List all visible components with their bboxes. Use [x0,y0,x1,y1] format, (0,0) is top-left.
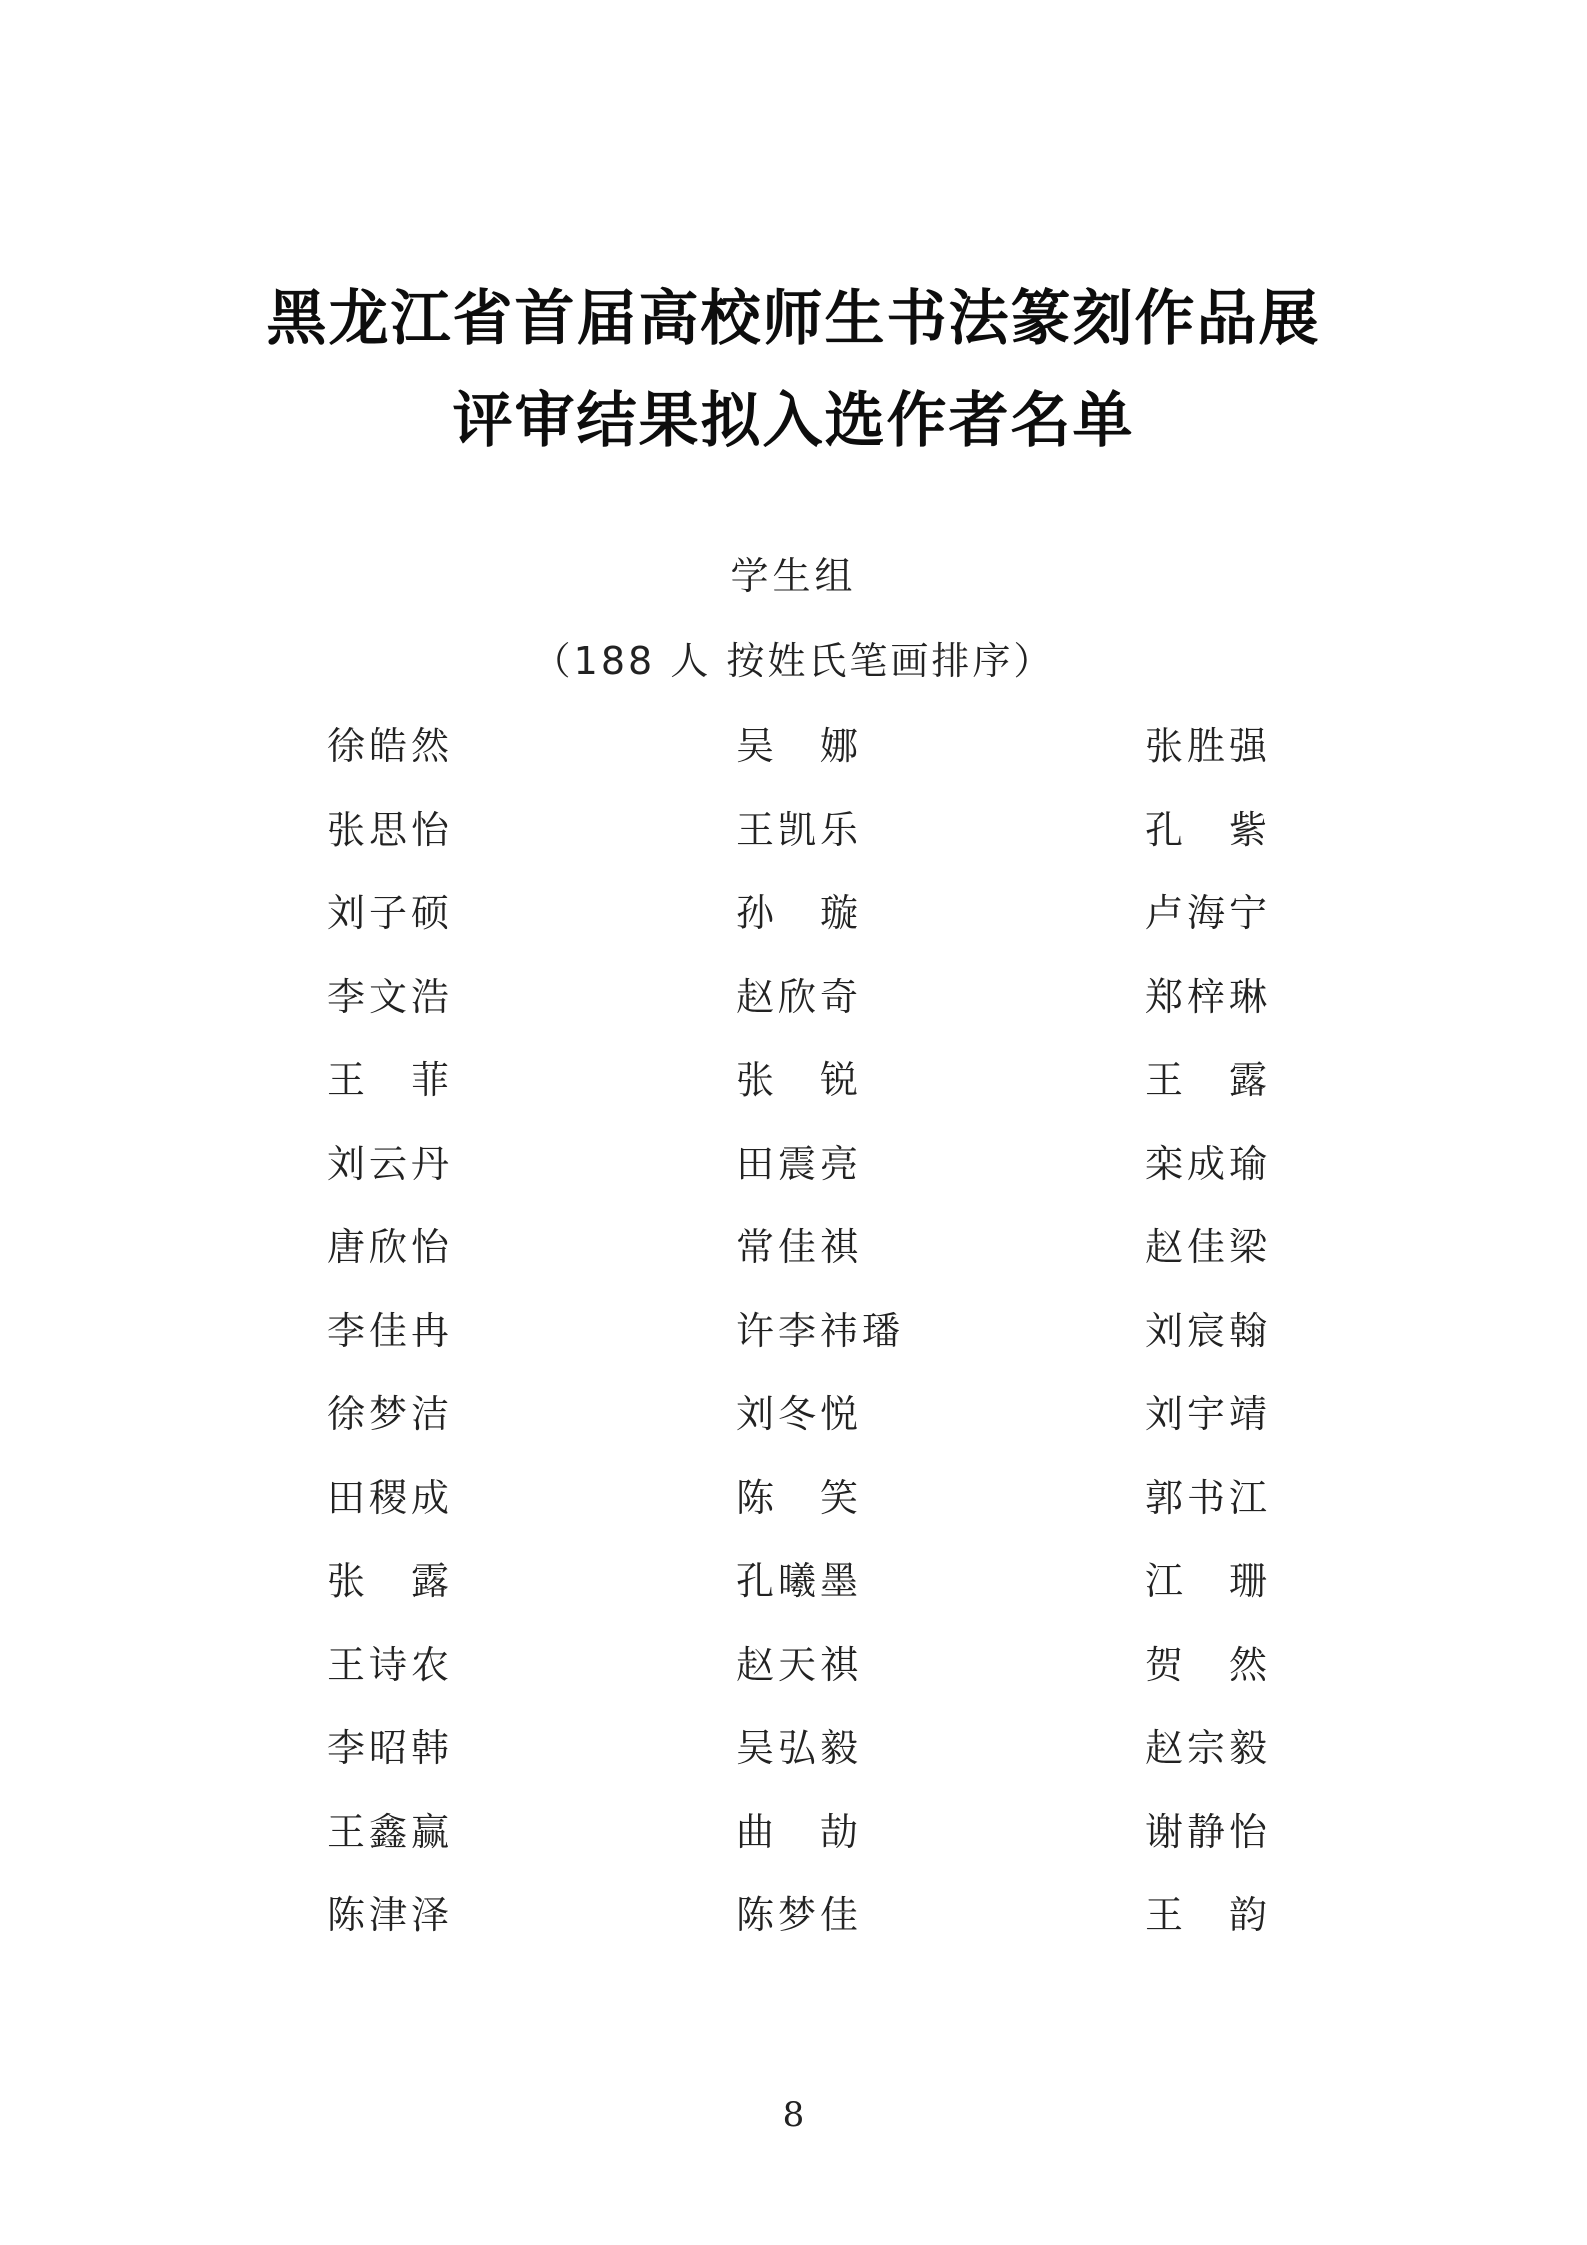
name-character: 毅 [1228,1726,1267,1770]
name-character: 孔 [1145,807,1184,852]
name-item [327,1551,449,1635]
name-character: 珊 [1228,1559,1267,1603]
name-character: 硕 [410,891,449,935]
name-character: 璠 [862,1308,905,1353]
name-item [736,1802,858,1886]
name-item [736,800,858,884]
name-character: 刘 [327,1141,366,1186]
name-character: 乐 [819,807,858,852]
name-item [1145,1551,1267,1635]
name-character: 海 [1186,891,1225,935]
name-character: 浩 [410,974,449,1019]
name-character: 欣 [368,1225,407,1269]
name-item [327,1384,449,1468]
name-character: 翰 [1228,1308,1267,1353]
name-item [327,1885,449,1969]
name-item [327,1134,449,1218]
name-character: 诗 [368,1642,407,1687]
name-character: 许 [736,1308,779,1353]
name-character: 成 [410,1475,449,1520]
name-character: 赵 [1145,1225,1184,1269]
name-item [1145,1384,1267,1468]
name-character: 陈 [327,1893,366,1937]
name-character: 然 [1228,1642,1267,1687]
name-character: 祺 [819,1225,858,1269]
name-item [736,1635,858,1719]
name-item [736,967,858,1051]
name-character: 露 [1228,1058,1267,1102]
name-character: 刘 [327,891,366,935]
title-line-1: 黑龙江省首届高校师生书法篆刻作品展 [266,284,1321,354]
name-character: 娜 [819,724,858,768]
name-item [1145,1301,1267,1385]
name-character: 皓 [368,724,407,768]
name-character: 弘 [777,1726,816,1770]
name-item [736,883,858,967]
name-character: 怡 [410,1225,449,1269]
name-item [736,1718,858,1802]
name-item [1145,1802,1267,1886]
name-character: 赵 [736,974,775,1019]
name-character: 赵 [1145,1726,1184,1770]
name-character: 璇 [819,891,858,935]
name-item [1145,883,1267,967]
name-character: 王 [1145,1058,1184,1102]
name-character: 冉 [410,1308,449,1353]
name-character: 祎 [820,1308,863,1353]
name-item [736,1885,858,1969]
name-character: 凯 [777,807,816,852]
name-character: 梦 [777,1893,816,1937]
name-item [327,1802,449,1886]
name-character: 笑 [819,1475,858,1520]
name-character: 思 [368,807,407,852]
name-character: 宸 [1186,1308,1225,1353]
name-character: 徐 [327,1392,366,1436]
name-character: 毅 [819,1726,858,1770]
name-character: 佳 [1186,1225,1225,1269]
name-character: 鑫 [368,1809,407,1854]
name-item [327,1217,449,1301]
name-character: 昭 [368,1726,407,1770]
name-character: 李 [778,1308,821,1353]
name-character: 郭 [1145,1475,1184,1520]
name-character: 赢 [410,1809,449,1854]
name-character: 吴 [736,1726,775,1770]
name-character: 唐 [327,1225,366,1269]
name-character: 梓 [1186,974,1225,1019]
name-character: 田 [327,1475,366,1520]
name-character: 徐 [327,724,366,768]
name-character: 怡 [410,807,449,852]
name-character: 曦 [777,1559,816,1603]
name-character: 江 [1228,1475,1267,1520]
name-character: 泽 [410,1893,449,1937]
name-character: 怡 [1228,1809,1267,1854]
name-character: 佳 [368,1308,407,1353]
name-item [1145,1134,1267,1218]
name-character: 奇 [819,974,858,1019]
name-character: 墨 [819,1559,858,1603]
name-item [1145,1468,1267,1552]
name-character: 宗 [1186,1726,1225,1770]
name-item [1145,1718,1267,1802]
name-character: 瑜 [1228,1141,1267,1186]
name-item [1145,1885,1267,1969]
name-character: 曲 [736,1809,775,1854]
name-item [327,1301,449,1385]
name-character: 王 [327,1642,366,1687]
name-character: 李 [327,1726,366,1770]
name-item [327,1050,449,1134]
name-item [1145,1635,1267,1719]
name-character: 书 [1186,1475,1225,1520]
name-character: 文 [368,974,407,1019]
name-character: 劼 [819,1809,858,1854]
name-character: 王 [1145,1893,1184,1937]
name-character: 卢 [1145,891,1184,935]
page-number: 8 [782,2095,805,2135]
name-item [736,1050,858,1134]
name-character: 云 [368,1141,407,1186]
name-character: 常 [736,1225,775,1269]
name-character: 洁 [410,1392,449,1436]
name-character: 王 [327,1058,366,1102]
name-character: 佳 [777,1225,816,1269]
name-character: 子 [368,891,407,935]
title-line-2: 评审结果拟入选作者名单 [452,386,1135,456]
name-character: 韩 [410,1726,449,1770]
name-character: 农 [410,1642,449,1687]
name-character: 天 [777,1642,816,1687]
name-character: 锐 [819,1058,858,1102]
name-item [327,800,449,884]
name-character: 孙 [736,891,775,935]
name-character: 韵 [1228,1893,1267,1937]
name-item [327,1635,449,1719]
name-character: 露 [410,1559,449,1603]
name-character: 佳 [819,1893,858,1937]
name-character: 靖 [1228,1392,1267,1436]
name-item [1145,1217,1267,1301]
group-title: 学生组 [730,554,857,598]
name-character: 冬 [777,1392,816,1436]
name-character: 梁 [1228,1225,1267,1269]
name-character: 津 [368,1893,407,1937]
name-character: 刘 [1145,1308,1184,1353]
name-character: 郑 [1145,974,1184,1019]
name-character: 陈 [736,1893,775,1937]
name-character: 田 [736,1141,775,1186]
name-item [1145,1050,1267,1134]
name-character: 胜 [1186,724,1225,768]
name-character: 栾 [1145,1141,1184,1186]
name-character: 王 [327,1809,366,1854]
name-item [736,716,858,800]
name-character: 陈 [736,1475,775,1520]
name-character: 亮 [819,1141,858,1186]
name-item [736,1301,905,1385]
name-character: 然 [410,724,449,768]
name-character: 静 [1186,1809,1225,1854]
name-character: 欣 [777,974,816,1019]
name-character: 张 [327,1559,366,1603]
name-character: 成 [1186,1141,1225,1186]
name-item [736,1384,858,1468]
document-title [0,268,1587,472]
name-item [327,1468,449,1552]
name-character: 宇 [1186,1392,1225,1436]
name-character: 贺 [1145,1642,1184,1687]
name-character: 张 [1145,724,1184,768]
name-character: 吴 [736,724,775,768]
name-character: 李 [327,1308,366,1353]
name-item [1145,716,1267,800]
name-character: 王 [736,807,775,852]
name-character: 刘 [1145,1392,1184,1436]
name-item [1145,967,1267,1051]
name-character: 谢 [1145,1809,1184,1854]
name-item [327,1718,449,1802]
name-character: 震 [777,1141,816,1186]
name-list [327,716,1287,1969]
name-item [736,1551,858,1635]
name-item [327,716,449,800]
name-character: 琳 [1228,974,1267,1019]
name-character: 张 [736,1058,775,1102]
name-character: 紫 [1228,807,1267,852]
name-character: 丹 [410,1141,449,1186]
name-item [736,1468,858,1552]
name-character: 菲 [410,1058,449,1102]
name-character: 梦 [368,1392,407,1436]
name-character: 李 [327,974,366,1019]
name-item [736,1134,858,1218]
name-character: 稷 [368,1475,407,1520]
name-item [327,883,449,967]
name-item [1145,800,1267,884]
name-character: 悦 [819,1392,858,1436]
name-character: 强 [1228,724,1267,768]
name-character: 孔 [736,1559,775,1603]
name-character: 赵 [736,1642,775,1687]
list-subtitle: （188 人 按姓氏笔画排序） [532,639,1055,683]
name-character: 祺 [819,1642,858,1687]
name-character: 江 [1145,1559,1184,1603]
name-character: 宁 [1228,891,1267,935]
name-item [327,967,449,1051]
name-character: 张 [327,807,366,852]
name-character: 刘 [736,1392,775,1436]
name-item [736,1217,858,1301]
